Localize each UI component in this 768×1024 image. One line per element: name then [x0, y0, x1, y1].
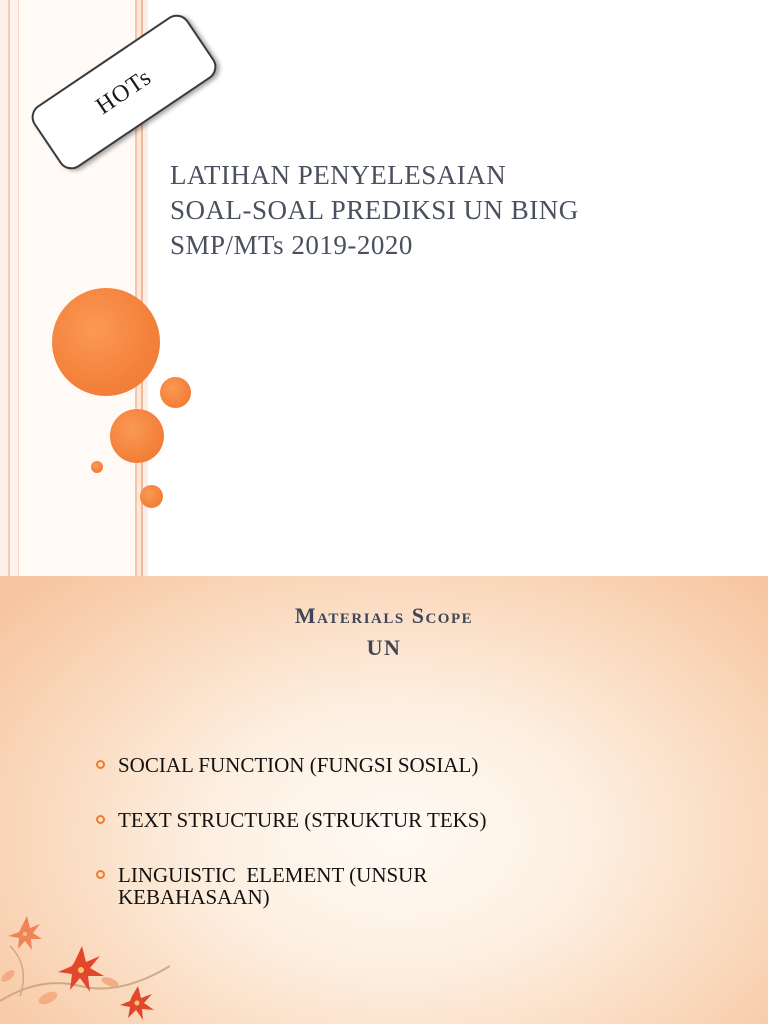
slide-title-text: [170, 158, 750, 263]
orange-circle-small-icon: [140, 485, 163, 508]
circle-bullet-icon: [96, 760, 105, 769]
title-line: LATIHAN PENYELESAIAN: [170, 160, 507, 190]
list-item: [96, 864, 736, 908]
list-item-text: SOCIAL FUNCTION (FUNGSI SOSIAL): [118, 753, 479, 777]
slide-materials-scope: [0, 576, 768, 1024]
slide-heading: [0, 600, 768, 664]
heading-line: Materials Scope: [294, 603, 474, 628]
title-line: SMP/MTs 2019-2020: [170, 230, 413, 260]
bullet-list: [96, 754, 736, 941]
orange-circle-medium-icon: [110, 409, 164, 463]
orange-circle-tiny-icon: [91, 461, 103, 473]
heading-line: UN: [366, 635, 402, 660]
list-item-text: LINGUISTIC ELEMENT (UNSUR KEBAHASAAN): [118, 863, 428, 909]
orange-circle-large-icon: [52, 288, 160, 396]
title-line: SOAL-SOAL PREDIKSI UN BING: [170, 195, 579, 225]
circle-bullet-icon: [96, 870, 105, 879]
circle-bullet-icon: [96, 815, 105, 824]
flower-decoration-icon: [0, 906, 170, 1024]
list-item-text: TEXT STRUCTURE (STRUKTUR TEKS): [118, 808, 487, 832]
orange-circle-small-icon: [160, 377, 191, 408]
hots-badge-label: HOTs: [91, 63, 157, 120]
list-item: [96, 754, 736, 776]
list-item: [96, 809, 736, 831]
